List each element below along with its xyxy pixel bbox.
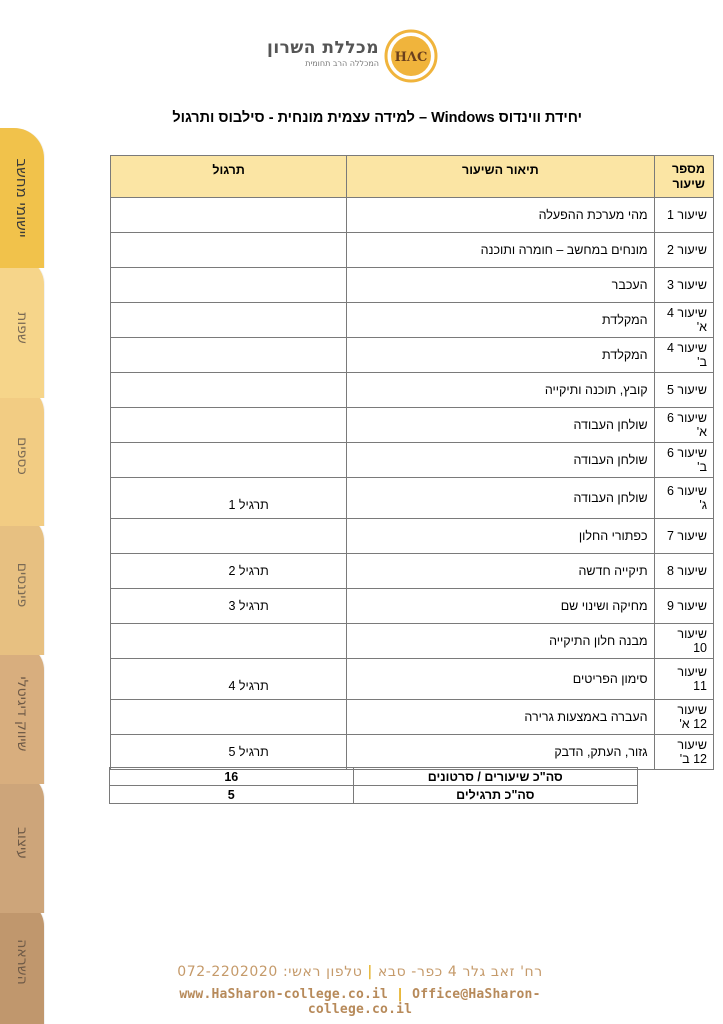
table-row	[111, 700, 714, 735]
lesson-exercise	[111, 624, 347, 659]
lesson-exercise	[111, 659, 347, 700]
table-row	[111, 443, 714, 478]
lesson-description: סימון הפריטים	[347, 659, 654, 700]
logo-tagline: המכללה הרב תחומית	[305, 59, 379, 68]
lesson-number: שיעור 11	[654, 659, 713, 700]
lesson-exercise	[111, 338, 347, 373]
lesson-description: המקלדת	[347, 303, 654, 338]
lesson-exercise	[111, 198, 347, 233]
side-tab-label: פיננסים	[14, 562, 30, 608]
lesson-description: שולחן העבודה	[347, 408, 654, 443]
side-tabs	[0, 128, 45, 1024]
lesson-number: שיעור 9	[654, 589, 713, 624]
lesson-description: כפתורי החלון	[347, 519, 654, 554]
side-tab-label: עיצוב	[14, 826, 30, 860]
summary-row	[110, 768, 638, 786]
side-tab-label: השראה	[14, 939, 30, 985]
header-lesson-description: תיאור השיעור	[347, 156, 654, 198]
lesson-number: שיעור 12 ב'	[654, 735, 713, 770]
lesson-number: שיעור 4 א'	[654, 303, 713, 338]
lesson-exercise	[111, 478, 347, 519]
footer-address-line	[150, 964, 570, 980]
lesson-number: שיעור 2	[654, 233, 713, 268]
lesson-description: גזור, העתק, הדבק	[347, 735, 654, 770]
summary-label-lessons: סה"כ שיעורים / סרטונים	[353, 768, 637, 786]
lesson-exercise	[111, 554, 347, 589]
table-row	[111, 519, 714, 554]
lesson-number: שיעור 3	[654, 268, 713, 303]
lesson-description: העכבר	[347, 268, 654, 303]
lesson-description: קובץ, תוכנה ותיקייה	[347, 373, 654, 408]
exercise-label: תרגיל 2	[228, 564, 269, 578]
lesson-exercise	[111, 735, 347, 770]
lesson-description: מונחים במחשב – חומרה ותוכנה	[347, 233, 654, 268]
lesson-number: שיעור 6 א'	[654, 408, 713, 443]
lesson-exercise	[111, 519, 347, 554]
logo-emblem-text: HΛC	[394, 50, 428, 65]
lesson-description: מבנה חלון התיקייה	[347, 624, 654, 659]
page-title: יחידת ווינדוס Windows – למידה עצמית מונחית - סילבוס ותרגול	[172, 110, 582, 126]
lesson-description: שולחן העבודה	[347, 478, 654, 519]
table-row	[111, 408, 714, 443]
table-row	[111, 268, 714, 303]
table-header-row	[111, 156, 714, 198]
lesson-exercise	[111, 268, 347, 303]
side-tab-label: יישומי מחשב	[13, 158, 31, 238]
summary-label-exercises: סה"כ תרגילים	[353, 786, 637, 804]
footer-address: רח' זאב גלר 4 כפר- סבא	[377, 964, 543, 980]
side-tab-label: כספים	[14, 437, 30, 475]
footer-phone: טלפון ראשי: 072-2202020	[177, 964, 363, 980]
lesson-description: העברה באמצעות גרירה	[347, 700, 654, 735]
table-row	[111, 303, 714, 338]
lesson-number: שיעור 5	[654, 373, 713, 408]
lesson-number: שיעור 12 א'	[654, 700, 713, 735]
side-tab-4[interactable]	[0, 515, 44, 655]
lesson-description: מהי מערכת ההפעלה	[347, 198, 654, 233]
table-row	[111, 659, 714, 700]
footer	[150, 964, 570, 1017]
side-tab-label: שיווק דיגיטלי	[14, 676, 30, 752]
table-row	[111, 554, 714, 589]
college-logo	[266, 28, 441, 86]
table-row	[111, 198, 714, 233]
exercise-label: תרגיל 4	[228, 679, 269, 693]
footer-separator: |	[362, 964, 373, 980]
table-row	[111, 233, 714, 268]
lesson-description: שולחן העבודה	[347, 443, 654, 478]
table-row	[111, 624, 714, 659]
summary-value-lessons: 16	[110, 768, 354, 786]
footer-website-link[interactable]: www.HaSharon-college.co.il	[179, 987, 389, 1002]
logo-emblem-icon	[384, 29, 438, 83]
table-row	[111, 338, 714, 373]
lesson-exercise	[111, 408, 347, 443]
footer-contact-line	[150, 987, 570, 1017]
footer-separator: |	[388, 987, 413, 1002]
summary-row	[110, 786, 638, 804]
lesson-exercise	[111, 303, 347, 338]
side-tab-3[interactable]	[0, 386, 44, 526]
table-row	[111, 478, 714, 519]
side-tab-7[interactable]	[0, 900, 44, 1024]
side-tab-1[interactable]	[0, 128, 44, 268]
table-row	[111, 373, 714, 408]
exercise-label: תרגיל 5	[228, 745, 269, 759]
lesson-description: תיקייה חדשה	[347, 554, 654, 589]
lesson-exercise	[111, 233, 347, 268]
footer-email-link[interactable]: Office@HaSharon-college.co.il	[307, 987, 541, 1017]
lesson-description: המקלדת	[347, 338, 654, 373]
table-row	[111, 589, 714, 624]
lesson-number: שיעור 6 ב'	[654, 443, 713, 478]
logo-text	[267, 38, 379, 68]
summary-value-exercises: 5	[110, 786, 354, 804]
lesson-description: מחיקה ושינוי שם	[347, 589, 654, 624]
syllabus-table	[110, 155, 714, 770]
summary-table	[109, 767, 638, 804]
header-exercise: תרגול	[111, 156, 347, 198]
lesson-number: שיעור 10	[654, 624, 713, 659]
side-tab-label: שפות	[14, 312, 30, 344]
lesson-number: שיעור 4 ב'	[654, 338, 713, 373]
exercise-label: תרגיל 1	[228, 498, 269, 512]
side-tab-2[interactable]	[0, 258, 44, 398]
lesson-exercise	[111, 373, 347, 408]
lesson-number: שיעור 8	[654, 554, 713, 589]
lesson-number: שיעור 7	[654, 519, 713, 554]
lesson-number: שיעור 1	[654, 198, 713, 233]
side-tab-6[interactable]	[0, 773, 44, 913]
lesson-exercise	[111, 700, 347, 735]
header-lesson-number: מספר שיעור	[654, 156, 713, 198]
lesson-number: שיעור 6 ג'	[654, 478, 713, 519]
table-row	[111, 735, 714, 770]
side-tab-5[interactable]	[0, 644, 44, 784]
logo-name: מכללת השרון	[266, 38, 379, 58]
lesson-exercise	[111, 443, 347, 478]
lesson-exercise	[111, 589, 347, 624]
exercise-label: תרגיל 3	[228, 599, 269, 613]
